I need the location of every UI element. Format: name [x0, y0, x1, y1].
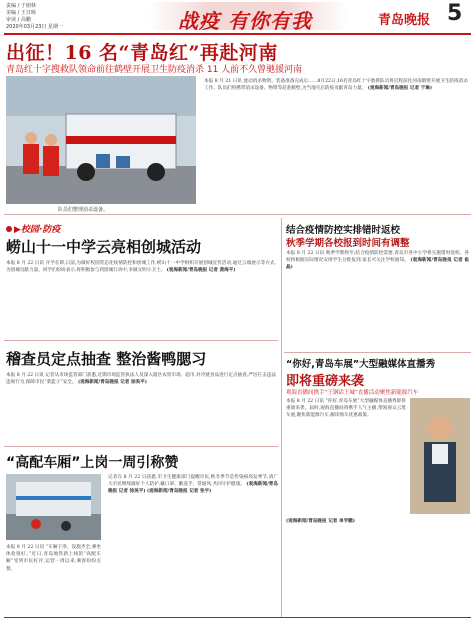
meta-line: 2020年03月23日 星期一 [6, 24, 64, 30]
article2-body-text: 本报 8 月 22 日讯 记者从市场监管部门获悉,近期市场监管执法人员深入辖区农贸市场、超市,对冷链食品进行定点抽查,严厉打击违法违规行为,保障市民“菜篮子”安全。 [6, 373, 276, 386]
article2-body [6, 372, 276, 444]
page-number: 5 [447, 1, 463, 26]
footer-rule [4, 617, 471, 618]
article5-subtitle: 观海直播间携手“王钢话王城”直播活动聚焦新能源汽车 [286, 390, 419, 396]
article4-body [286, 250, 469, 350]
article1-body [6, 260, 276, 338]
article5-body-text: 本报 8 月 22 日讯 “你好,青岛车展”大型融媒体直播秀即将重磅来袭。届时,观海直播间将携手人气主播,带领观众云逛车展,聚焦新能源汽车,解读购车优惠政策。 [286, 399, 406, 419]
article3-photo [6, 474, 101, 540]
article-divider [4, 340, 278, 341]
article4-title: 结合疫情防控实排错时返校 [286, 225, 401, 236]
kicker-dot-icon [6, 226, 12, 232]
article6-body-text: 记者在 8 月 22 日获悉,市卫生健康部门提醒市民,秋冬季节是传染病高发季节,请广大市民继续做好个人防护,戴口罩、勤洗手、常通风,共同守护健康。 [108, 475, 278, 488]
kicker-label: ▶校园·防疫 [14, 225, 61, 235]
article3-byline: (观海新闻/青岛晚报 记者 张宇) [147, 489, 212, 495]
meta-line: 美编 / 王日旸 [6, 10, 36, 16]
article4-body-text: 本报 8 月 22 日讯 秋季学期将至,结合疫情防控需要,青岛市各中小学将实施错时返校。各校将根据实际情况安排学生分批报到,家长可关注学校通知。 [286, 251, 469, 264]
article1-body-text: 本报 8 月 22 日讯 开学在即,日前,为做好校园常态化疫情防控和创城工作,崂山十一中学组织开展创城宣传活动,通过云端展示等方式,为创城贡献力量。同学们纷纷表示,将积极参与到创城行动中,争做文明小卫士。 [6, 261, 276, 274]
section-banner-title: 战疫 有你有我 [178, 9, 312, 33]
photo-illustration [410, 398, 470, 514]
photo-illustration [6, 76, 196, 204]
article4-subtitle: 秋季学期各校报到时间有调整 [286, 238, 410, 249]
article6-body [108, 474, 278, 616]
article5-body-continued [286, 518, 469, 616]
page-header [0, 0, 475, 36]
article5-title-line2: 即将重磅来袭 [286, 374, 365, 389]
article2-byline: (观海新闻/青岛晚报 记者 徐美平) [77, 380, 147, 386]
lead-headline: 出征！16 名“青岛红”再赴河南 [6, 42, 278, 64]
article1-title: 崂山十一中学云亮相创城活动 [6, 238, 202, 256]
article3-body [6, 544, 101, 616]
article5-byline: (观海新闻/青岛晚报 记者 单学鹏) [286, 519, 355, 524]
lead-body [204, 78, 468, 206]
article5-body [286, 398, 406, 514]
column-separator [281, 218, 282, 618]
article-divider [284, 352, 471, 353]
article1-byline: (观海新闻/青岛晚报 记者 黄海平) [166, 268, 236, 274]
article3-body-text: 本报 8 月 22 日讯 “车厢干净、设施齐全,乘坐体验很好。”近日,青岛地铁新上线的“高配车厢”受到市民好评,运营一周以来,乘客纷纷点赞。 [6, 545, 101, 572]
page-meta [6, 3, 63, 31]
article6-byline: (观海新闻/青岛晚报 记者 徐美平) [108, 482, 278, 495]
photo-illustration [6, 474, 101, 540]
article2-title: 稽查员定点抽查 整治酱鸭腮习 [6, 350, 207, 368]
lead-subhead: 青岛红十字搜救队领命前往鹤壁开展卫生防疫消杀 11 人前不久曾驰援河南 [6, 65, 303, 75]
article5-title: “你好,青岛车展”大型融媒体直播秀 [286, 359, 436, 370]
article4-byline: (观海新闻/青岛晚报 记者 崔晶) [286, 258, 469, 271]
article-divider [4, 446, 278, 447]
lead-photo-caption: 队员们整理消杀设备。 [58, 207, 109, 213]
article5-photo [410, 398, 470, 514]
meta-line: 责编 / 于朋林 [6, 3, 36, 9]
lead-photo [6, 76, 196, 204]
header-rule [4, 33, 471, 35]
lead-byline: (观海新闻/青岛晚报 记者 于琳) [367, 86, 433, 92]
meta-line: 审读 / 高鹏 [6, 17, 31, 23]
article3-title: “高配车厢”上岗一周引称赞 [6, 455, 179, 471]
section-kicker [6, 222, 60, 235]
section-divider [4, 214, 471, 215]
newspaper-name: 青岛晚报 [378, 13, 431, 28]
lead-body-text: 本报 8 月 21 日讯 流动消杀物资、装备准备完成后……8月22日,16名青岛红十字救援队员将启程前往河南鹤壁开展卫生防疫消杀工作。队员们将携带消杀设备、物资等赶赴鹤壁,为当地灾后防疫贡献青岛力量。 [204, 79, 468, 92]
